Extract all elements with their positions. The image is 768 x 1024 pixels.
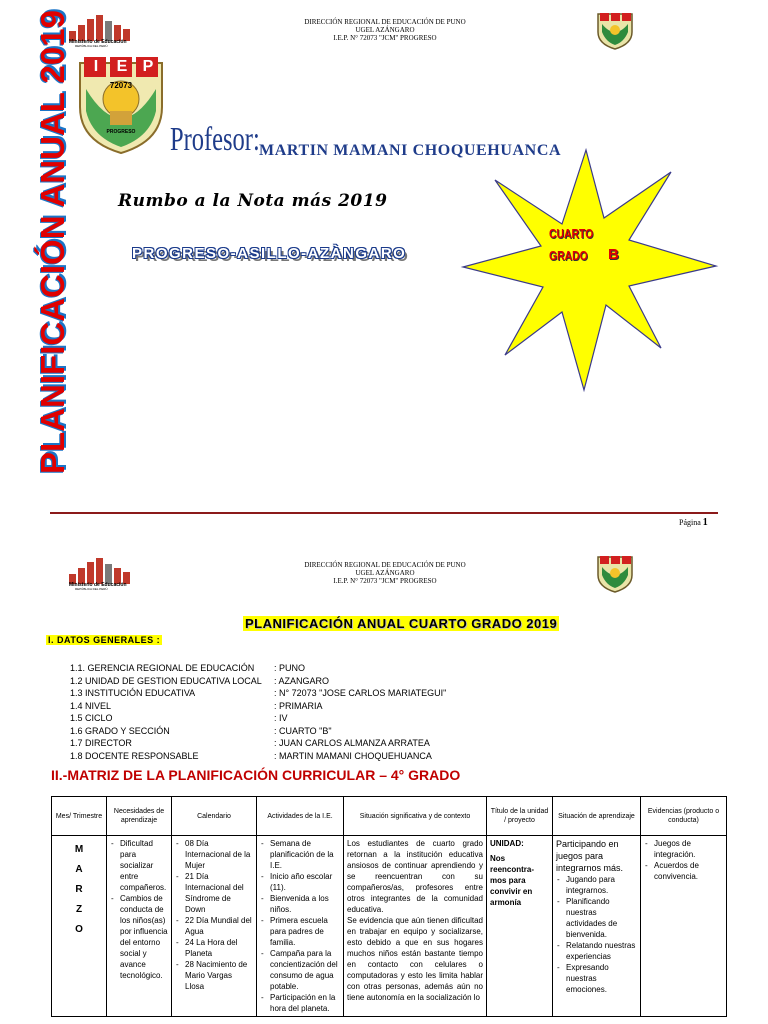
header-line2: UGEL AZÁNGARO bbox=[355, 569, 415, 577]
list-item: - 08 Día Internacional de la Mujer bbox=[175, 838, 253, 871]
profesor-name: MARTIN MAMANI CHOQUEHUANCA bbox=[259, 142, 562, 159]
grade-star bbox=[445, 140, 720, 395]
iep-crest bbox=[76, 55, 166, 155]
header-line3: I.E.P. N° 72073 "JCM" PROGRESO bbox=[333, 577, 437, 585]
datos-value: : AZANGARO bbox=[274, 675, 330, 686]
th-situacion: Situación significativa y de contexto bbox=[344, 797, 487, 836]
vertical-title-text: PLANIFICACIÓN ANUAL 2019 bbox=[34, 10, 71, 474]
list-item: - 24 La Hora del Planeta bbox=[175, 937, 253, 959]
month-letter: A bbox=[75, 864, 83, 875]
list-item: - 22 Día Mundial del Agua bbox=[175, 915, 253, 937]
cell-evidencias bbox=[641, 836, 727, 1017]
header-block-p2 bbox=[260, 561, 510, 585]
datos-value: : PRIMARIA bbox=[274, 700, 323, 711]
school-shield-small-icon bbox=[594, 553, 636, 593]
datos-label: 1.3 INSTITUCIÓN EDUCATIVA bbox=[70, 688, 196, 698]
ministry-logo-sub: REPÚBLICA DEL PERÚ bbox=[75, 44, 108, 48]
datos-label: 1.4 NIVEL bbox=[70, 700, 112, 711]
header-line2: UGEL AZÁNGARO bbox=[355, 26, 415, 34]
cell-titulo bbox=[487, 836, 553, 1017]
th-mes: Mes/ Trimestre bbox=[52, 797, 107, 836]
ministry-logo-text: Ministerio de Educación bbox=[69, 39, 127, 45]
datos-value: : IV bbox=[274, 713, 288, 723]
list-item: - Dificultad para socializar entre compañeros. bbox=[110, 838, 168, 893]
datos-label: 1.7 DIRECTOR bbox=[70, 738, 132, 748]
datos-value: : N° 72073 "JOSE CARLOS MARIATEGUI" bbox=[274, 688, 447, 698]
slogan: Rumbo a la Nota más 2019 bbox=[118, 191, 388, 211]
cell-calendario bbox=[172, 836, 257, 1017]
th-necesidades: Necesidades de aprendizaje bbox=[107, 797, 172, 836]
star-section: B bbox=[608, 246, 619, 263]
page-footer bbox=[679, 517, 708, 528]
month-letter: M bbox=[74, 844, 84, 855]
iep-letter-p: P bbox=[142, 58, 154, 75]
datos-label: 1.1. GERENCIA REGIONAL DE EDUCACIÓN bbox=[70, 663, 255, 673]
star-icon bbox=[445, 140, 720, 395]
cell-situacion bbox=[344, 836, 487, 1017]
datos-value: : PUNO bbox=[274, 663, 306, 673]
star-line2: GRADO bbox=[549, 248, 588, 263]
datos-label: 1.8 DOCENTE RESPONSABLE bbox=[70, 750, 199, 761]
unidad-title: Nos reencontra-mos para convivir en armonía bbox=[490, 854, 535, 907]
iep-letter-i: I bbox=[93, 58, 99, 75]
header-line1: DIRECCIÓN REGIONAL DE EDUCACIÓN DE PUNO bbox=[304, 18, 466, 26]
ministry-logo-p2 bbox=[67, 556, 139, 590]
month-letter: Z bbox=[75, 904, 83, 915]
th-calendario: Calendario bbox=[172, 797, 257, 836]
cell-actividades bbox=[257, 836, 344, 1017]
list-item: - Bienvenida a los niños. bbox=[260, 893, 340, 915]
location-wordart: PROGRESO-ASILLO-AZÀNGARO bbox=[132, 245, 407, 262]
list-item: - Jugando para integrarnos. bbox=[556, 874, 637, 896]
datos-value: : CUARTO "B" bbox=[274, 725, 332, 736]
list-item: - Semana de planificación de la I.E. bbox=[260, 838, 340, 871]
matrix-table bbox=[51, 796, 727, 1017]
list-item: - Acuerdos de convivencia. bbox=[644, 860, 723, 882]
list-item: - Expresando nuestras emociones. bbox=[556, 962, 637, 995]
page-label: Página bbox=[679, 518, 701, 527]
list-item: - Primera escuela para padres de familia. bbox=[260, 915, 340, 948]
vertical-title bbox=[24, 10, 82, 474]
footer-rule bbox=[50, 512, 718, 514]
month-letter: R bbox=[75, 884, 83, 895]
th-actividades: Actividades de la I.E. bbox=[257, 797, 344, 836]
th-titulo: Título de la unidad / proyecto bbox=[487, 797, 553, 836]
header-block bbox=[260, 18, 510, 42]
situacion-paragraph-1: Los estudiantes de cuarto grado retornan a la institución educativa ansiosos de continuar aprendiendo y se reencuentran con su compañeros/as, profesores entre otros integrantes de la comunidad educativa. bbox=[347, 839, 483, 914]
table-row bbox=[52, 836, 727, 1017]
iep-word: PROGRESO bbox=[106, 129, 136, 135]
list-item: - 28 Nacimiento de Mario Vargas Llosa bbox=[175, 959, 253, 992]
cell-mes bbox=[52, 836, 107, 1017]
situacion-paragraph-2: Se evidencia que aún tienen dificultad en trabajar en equipo y socializarse, esto debido a que en sus hogares muchos niños están bastante tiempo en contacto con celulares o computadoras y esto les limita hablar con otras personas, además aún no tiene autonomía en la socialización lo bbox=[347, 916, 483, 1002]
datos-value: : MARTIN MAMANI CHOQUEHUANCA bbox=[274, 750, 432, 761]
matrix-header-row bbox=[52, 797, 727, 836]
iep-number: 72073 bbox=[109, 81, 133, 90]
plan-title: PLANIFICACIÓN ANUAL CUARTO GRADO 2019 bbox=[245, 616, 558, 631]
list-item: - Campaña para la concientización del consumo de agua potable. bbox=[260, 948, 340, 992]
profesor-label: Profesor: bbox=[170, 121, 260, 158]
star-line1: CUARTO bbox=[549, 226, 594, 241]
ministry-logo-text: Ministerio de Educación bbox=[69, 582, 127, 588]
list-item: - Participación en la hora del planeta. bbox=[260, 992, 340, 1014]
cell-necesidades bbox=[107, 836, 172, 1017]
datos-value: : JUAN CARLOS ALMANZA ARRATEA bbox=[274, 738, 430, 748]
datos-label: 1.2 UNIDAD DE GESTION EDUCATIVA LOCAL bbox=[70, 675, 262, 686]
datos-label: 1.6 GRADO Y SECCIÓN bbox=[70, 725, 170, 736]
section-matriz: II.-MATRIZ DE LA PLANIFICACIÓN CURRICULAR – 4° GRADO bbox=[51, 767, 461, 783]
list-item: - Inicio año escolar (11). bbox=[260, 871, 340, 893]
th-situacion-aprendizaje: Situación de aprendizaje bbox=[553, 797, 641, 836]
section-datos-generales: I. DATOS GENERALES : bbox=[48, 635, 161, 645]
cell-situacion-aprendizaje bbox=[553, 836, 641, 1017]
unidad-label: UNIDAD: bbox=[490, 839, 524, 848]
th-evidencias: Evidencias (producto o conducta) bbox=[641, 797, 727, 836]
situacion-aprendizaje-intro: Participando en juegos para integrarnos más. bbox=[556, 839, 624, 873]
month-letter: O bbox=[75, 924, 83, 935]
list-item: - 21 Día Internacional del Síndrome de Down bbox=[175, 871, 253, 915]
list-item: - Juegos de integración. bbox=[644, 838, 723, 860]
school-shield-small-icon bbox=[594, 10, 636, 50]
list-item: - Relatando nuestras experiencias bbox=[556, 940, 637, 962]
ministry-logo-sub: REPÚBLICA DEL PERÚ bbox=[75, 587, 108, 591]
datos-label: 1.5 CICLO bbox=[70, 713, 113, 723]
header-line1: DIRECCIÓN REGIONAL DE EDUCACIÓN DE PUNO bbox=[304, 561, 466, 569]
header-line3: I.E.P. N° 72073 "JCM" PROGRESO bbox=[333, 34, 437, 42]
list-item: - Cambios de conducta de los niños(as) por influencia del entorno social y avance tecnológico. bbox=[110, 893, 168, 981]
iep-letter-e: E bbox=[116, 58, 128, 75]
list-item: - Planificando nuestras actividades de bienvenida. bbox=[556, 896, 637, 940]
page-number: 1 bbox=[702, 517, 708, 528]
